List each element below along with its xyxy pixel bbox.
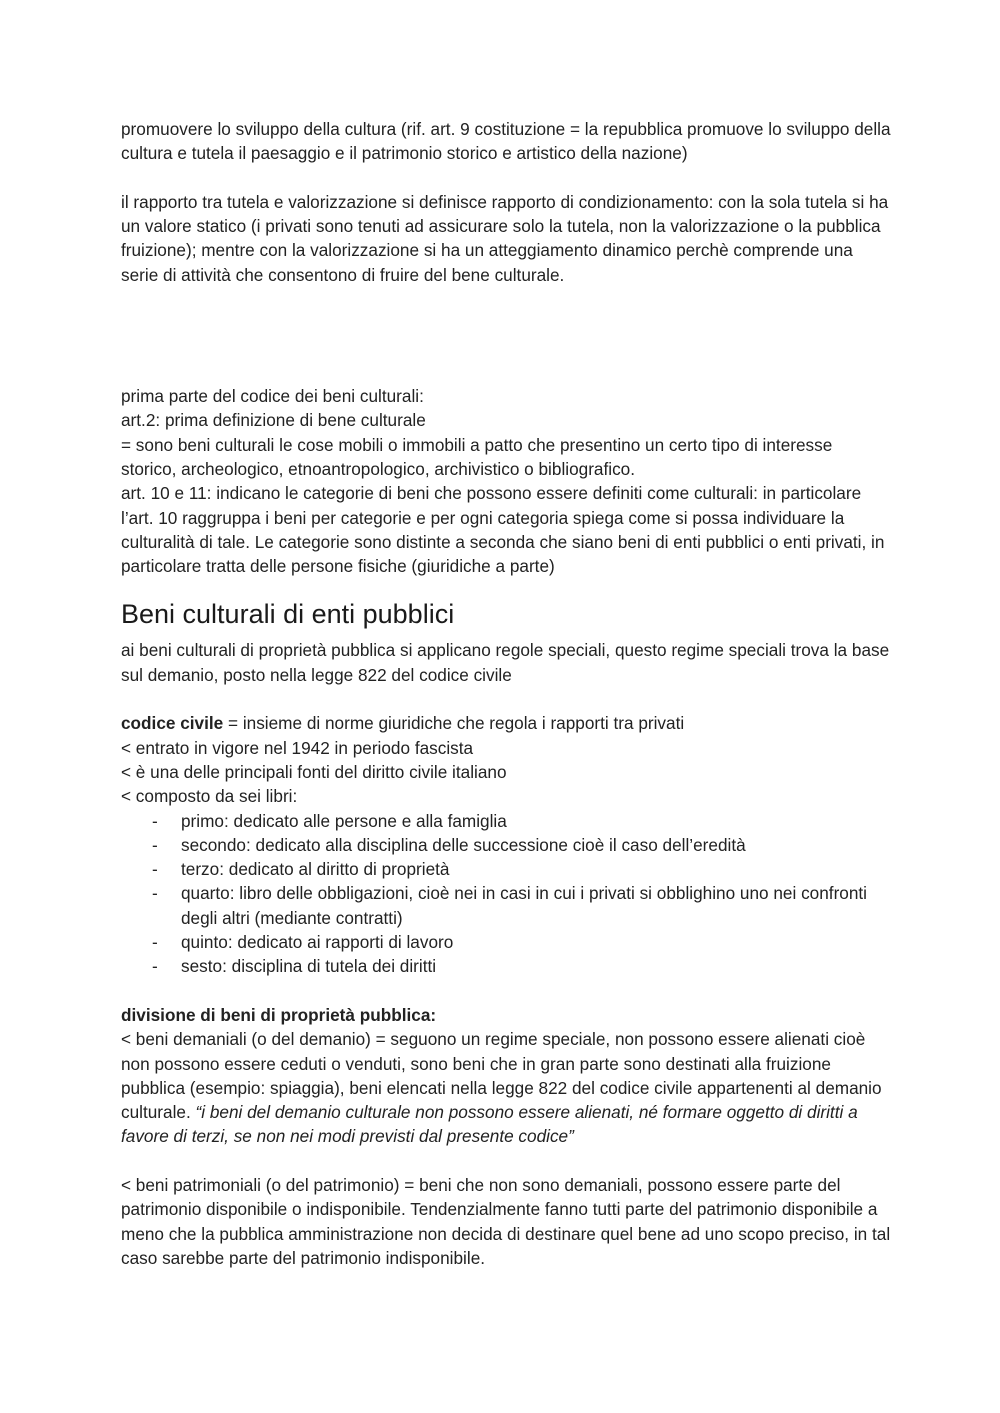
intro-paragraph-1: promuovere lo sviluppo della cultura (rif. art. 9 costituzione = la repubblica promuove lo sviluppo della cultura e tutela il paesaggio e il patrimonio storico e artistico della nazione): [121, 119, 891, 164]
codice-civile-definition: [121, 711, 891, 735]
dash-marker: -: [152, 834, 158, 855]
dash-marker: -: [152, 883, 158, 904]
beni-demaniali-paragraph: [121, 1027, 891, 1148]
list-item: [121, 833, 891, 857]
books-list: [121, 809, 891, 979]
document-page: [121, 117, 891, 1270]
civile-bullet-2: < è una delle principali fonti del diritto civile italiano: [121, 761, 507, 782]
intro-paragraph-2: il rapporto tra tutela e valorizzazione si definisce rapporto di condizionamento: con la sola tutela si ha un valore statico (i privati sono tenuti ad assicurare solo la tutela, non la valorizzazione o la pubblica fruizione); mentre con la valorizzazione si ha un atteggiamento dinamico perchè comprende una serie di attività che consentono di fruire del bene culturale.: [121, 191, 889, 285]
dash-marker: -: [152, 859, 158, 880]
codice-civile-term: codice civile: [121, 713, 224, 734]
civile-bullet-3: < composto da sei libri:: [121, 786, 298, 807]
codice-line-1: prima parte del codice dei beni culturali:: [121, 386, 424, 407]
section-paragraph: ai beni culturali di proprietà pubblica si applicano regole speciali, questo regime speciali trova la base sul demanio, posto nella legge 822 del codice civile: [121, 640, 890, 685]
demanio-quote: “i beni del demanio culturale non possono essere alienati, né formare oggetto di diritti a favore di terzi, se non nei modi previsti dal presente codice”: [121, 1102, 858, 1147]
divisione-title-text: divisione di beni di proprietà pubblica:: [121, 1004, 437, 1025]
beni-patrimoniali-paragraph: < beni patrimoniali (o del patrimonio) = beni che non sono demaniali, possono essere parte del patrimonio disponibile o indisponibile. Tendenzialmente fanno tutti parte del patrimonio disponibile a meno che la pubblica amministrazione non decida di destinare quel bene ad uno scopo preciso, in tal caso sarebbe parte del patrimonio indisponibile.: [121, 1174, 891, 1268]
book-text: secondo: dedicato alla disciplina delle successione cioè il caso dell’eredità: [181, 834, 746, 855]
list-item: [121, 809, 891, 833]
list-item: [121, 930, 891, 954]
dash-marker: -: [152, 810, 158, 831]
divisione-title: [121, 1003, 891, 1027]
codice-civile-def: = insieme di norme giuridiche che regola i rapporti tra privati: [223, 713, 685, 734]
dash-marker: -: [152, 932, 158, 953]
list-item: [121, 881, 891, 930]
civile-bullet-1: < entrato in vigore nel 1942 in periodo fascista: [121, 737, 474, 758]
codice-line-3: = sono beni culturali le cose mobili o immobili a patto che presentino un certo tipo di interesse storico, archeologico, etnoantropologico, archivistico o bibliografico.: [121, 434, 833, 479]
book-text: quinto: dedicato ai rapporti di lavoro: [181, 932, 454, 953]
book-text: quarto: libro delle obbligazioni, cioè nei in casi in cui i privati si obblighino uno nei confronti degli altri (mediante contratti): [181, 883, 867, 928]
codice-line-4: art. 10 e 11: indicano le categorie di beni che possono essere definiti come culturali: in particolare l’art. 10 raggruppa i beni per categorie e per ogni categoria spiega come si possa individuare la culturalità di tale. Le categorie sono distinte a seconda che siano beni di enti pubblici o enti privati, in particolare tratta delle persone fisiche (giuridiche a parte): [121, 483, 885, 577]
book-text: sesto: disciplina di tutela dei diritti: [181, 956, 437, 977]
dash-marker: -: [152, 956, 158, 977]
section-heading: Beni culturali di enti pubblici: [121, 599, 455, 630]
codice-line-2: art.2: prima definizione di bene culturale: [121, 410, 426, 431]
book-text: terzo: dedicato al diritto di proprietà: [181, 859, 450, 880]
list-item: [121, 954, 891, 978]
beni-demaniali-text: < beni demaniali (o del demanio) = seguono un regime speciale, non possono essere alienati cioè non possono essere ceduti o venduti, sono beni che in gran parte sono destinati alla fruizione pubblica (esempio: spiaggia), beni elencati nella legge 822 del codice civile appartenenti al demanio culturale.: [121, 1029, 882, 1123]
list-item: [121, 857, 891, 881]
book-text: primo: dedicato alle persone e alla famiglia: [181, 810, 507, 831]
